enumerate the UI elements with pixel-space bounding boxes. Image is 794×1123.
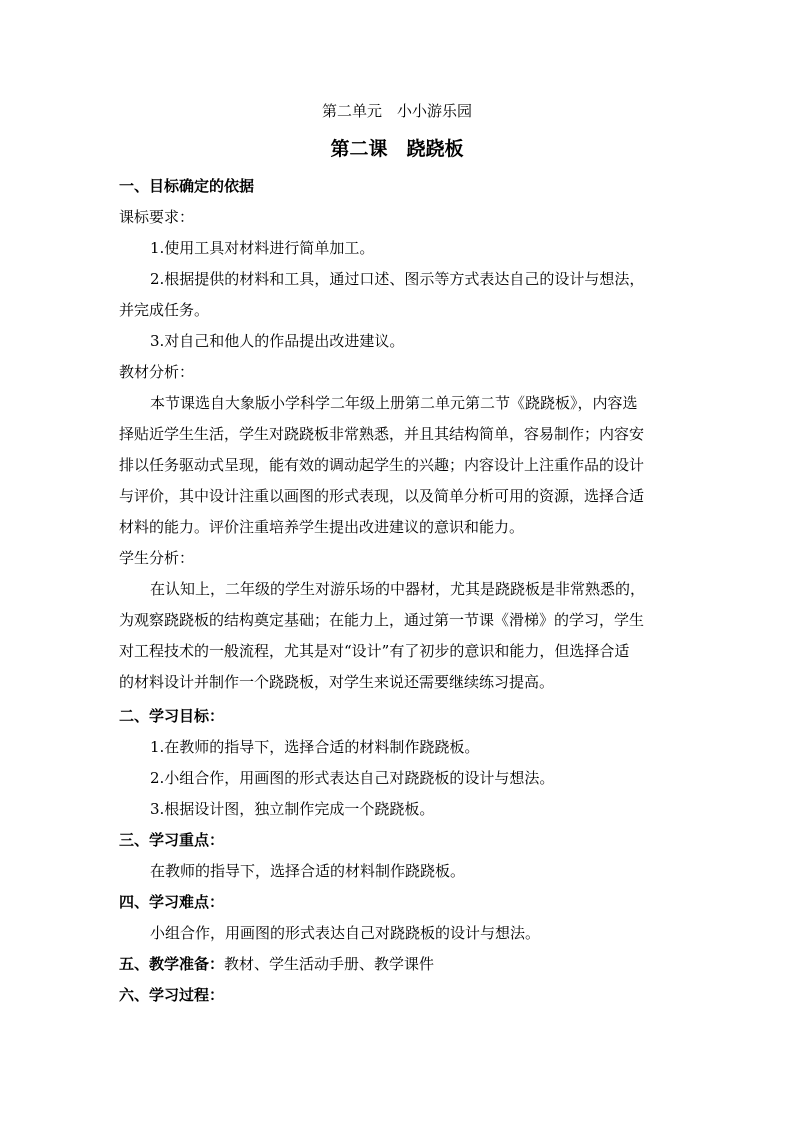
curriculum-label: 课标要求： <box>119 208 195 226</box>
goal-item: 3.根据设计图，独立制作完成一个跷跷板。 <box>150 800 435 818</box>
textbook-line: 与评价，其中设计注重以画图的形式表现，以及简单分析可用的资源，选择合适 <box>119 487 645 505</box>
section2-heading: 二、学习目标： <box>119 707 225 725</box>
key-point-text: 在教师的指导下，选择合适的材料制作跷跷板。 <box>150 862 466 880</box>
section6-heading: 六、学习过程： <box>119 986 225 1004</box>
section1-heading: 一、目标确定的依据 <box>119 177 255 195</box>
textbook-line: 择贴近学生生活，学生对跷跷板非常熟悉，并且其结构简单，容易制作；内容安 <box>119 425 645 443</box>
goal-item: 1.在教师的指导下，选择合适的材料制作跷跷板。 <box>150 738 480 756</box>
textbook-label: 教材分析： <box>119 363 195 381</box>
textbook-line: 排以任务驱动式呈现，能有效的调动起学生的兴趣；内容设计上注重作品的设计 <box>119 456 645 474</box>
unit-title: 第二单元 小小游乐园 <box>321 102 472 120</box>
curriculum-item: 1.使用工具对材料进行简单加工。 <box>150 239 375 257</box>
student-line: 在认知上，二年级的学生对游乐场的中器材，尤其是跷跷板是非常熟悉的， <box>150 580 646 598</box>
preparation-text: 教材、学生活动手册、教学课件 <box>224 955 435 973</box>
curriculum-item: 3.对自己和他人的作品提出改进建议。 <box>150 332 405 350</box>
student-label: 学生分析： <box>119 549 195 567</box>
section4-heading: 四、学习难点： <box>119 893 225 911</box>
goal-item: 2.小组合作，用画图的形式表达自己对跷跷板的设计与想法。 <box>150 769 555 787</box>
section3-heading: 三、学习重点： <box>119 831 225 849</box>
student-line: 对工程技术的一般流程，尤其是对“设计”有了初步的意识和能力，但选择合适 <box>119 642 630 660</box>
section5-line <box>119 954 679 974</box>
student-line: 为观察跷跷板的结构奠定基础；在能力上，通过第一节课《滑梯》的学习，学生 <box>119 611 645 629</box>
student-line: 的材料设计并制作一个跷跷板，对学生来说还需要继续练习提高。 <box>119 673 555 691</box>
textbook-line: 本节课选自大象版小学科学二年级上册第二单元第二节《跷跷板》，内容选 <box>150 394 638 412</box>
curriculum-item-continuation: 并完成任务。 <box>119 301 210 319</box>
section5-heading: 五、教学准备： <box>119 955 225 973</box>
difficulty-text: 小组合作，用画图的形式表达自己对跷跷板的设计与想法。 <box>150 924 541 942</box>
curriculum-item: 2.根据提供的材料和工具，通过口述、图示等方式表达自己的设计与想法， <box>150 270 645 288</box>
textbook-line: 材料的能力。评价注重培养学生提出改进建议的意识和能力。 <box>119 518 525 536</box>
lesson-title: 第二课 跷跷板 <box>330 138 464 160</box>
